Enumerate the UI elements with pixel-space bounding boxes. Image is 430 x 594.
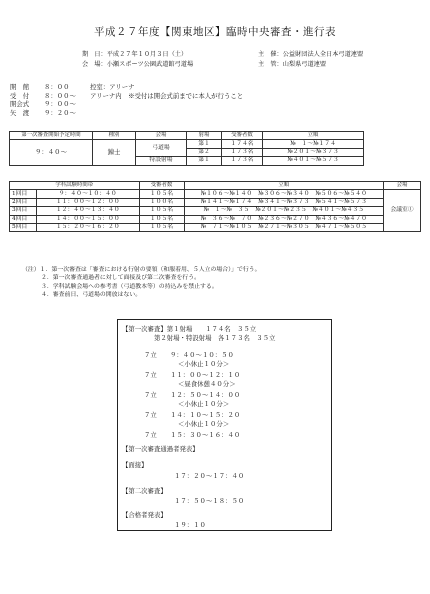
date-value: 平成２７年１０月３日（土） — [106, 51, 188, 58]
slot-time: ９：４０～１０：５０ — [170, 351, 234, 359]
venue-row — [82, 60, 193, 70]
date-row — [82, 50, 187, 60]
table-row: 第２ １７３名 №２０１～№３７３ — [10, 148, 364, 156]
slot-time: １４：１０～１５：２０ — [170, 411, 241, 419]
note-line: ４．審査前日、弓道場の開放はない。 — [41, 292, 142, 299]
table-row: 1回目 ９：４０～１０：４０ １０５名 №１０６～№１４０ №３０６～№３４０ №５０６～№５４０ 会議室① — [10, 190, 421, 198]
table-row: 5回目 １５：２０～１６：２０ １０５名 № ７１～№１０５ №２７１～№３０５ №４７１～№５０５ — [10, 223, 421, 231]
table-row: ９：４０～ 錬士 弓道場 第１ １７４名 № １～№１７４ — [10, 140, 364, 148]
slot-break: ＜小休止１０分＞ — [178, 420, 230, 428]
venue-value: 小瀬スポーツ公園武道館弓道場 — [106, 61, 194, 68]
written-exam-table — [9, 181, 421, 232]
first-exam-line2: 第２射場・特設射場 各１７３名 ３５立 — [154, 334, 276, 342]
result-time: １９：１０ — [174, 521, 206, 529]
slot-time: １１：００～１２：１０ — [170, 371, 241, 379]
notes — [22, 266, 261, 300]
slot-break: ＜小休止１０分＞ — [178, 360, 230, 368]
second-exam-label: 【第二次審査】 — [122, 487, 167, 495]
sponsor-value: 公益財団法人全日本弓道連盟 — [282, 51, 364, 58]
result-label: 【合格者発表】 — [122, 511, 167, 519]
sponsor-label: 主 催： — [258, 51, 283, 58]
slot-tachi: ７立 — [144, 411, 157, 419]
time-row: 開 館 ８：００ 控室：アリーナ — [10, 83, 135, 91]
table-row: 特設射場 第１ １７３名 №４０１～№５７３ — [10, 157, 364, 165]
slot-break: ＜昼食休憩４０分＞ — [178, 380, 236, 388]
sponsor-row — [258, 50, 363, 60]
venue-label: 会 場： — [82, 61, 107, 68]
table-header-row: 第一次審査開始予定時間 種別 会場 射場 受審者数 立順 — [10, 132, 364, 140]
interview-label: 【面接】 — [122, 461, 148, 469]
slot-tachi: ７立 — [144, 391, 157, 399]
date-label: 期 日： — [82, 51, 107, 58]
slot-tachi: ７立 — [144, 371, 157, 379]
slot-tachi: ７立 — [144, 431, 157, 439]
slot-time: １２：５０～１４：００ — [170, 391, 241, 399]
table-header-row: 学科試験時間帯 受審者数 立順 会場 — [10, 182, 421, 190]
time-row: 矢 渡 ９：２０～ — [10, 108, 76, 117]
note-line: ２．第一次審査通過者に対して面接及び第二次審査を行う。 — [41, 275, 201, 282]
host-row — [258, 60, 326, 70]
slot-break: ＜小休止１０分＞ — [178, 400, 230, 408]
host-label: 主 管： — [258, 61, 283, 68]
note-line: ３．学科試験会場への参考書（弓道教本等）の持込みを禁止する。 — [41, 283, 218, 290]
table-row: 2回目 １１：００～１２：００ １００名 №１４１～№１７４ №３４１～№３７３ №５４１～№５７３ — [10, 198, 421, 206]
table-row: 3回目 １２：４０～１３：４０ １０５名 № １～№ ３５ №２０１～№２３５ №４０１～№４３５ — [10, 207, 421, 215]
first-exam-table — [9, 131, 364, 166]
pass-announce-label: 【第一次審査通過者発表】 — [122, 445, 199, 453]
second-exam-time: １７：５０～１８：５０ — [174, 497, 245, 505]
table-row: 4回目 １４：００～１５：００ １０５名 № ３６～№ ７０ №２３６～№２７０ №４３６～№４７０ — [10, 215, 421, 223]
time-row: 受 付 ８：００～ アリーナ内 ※受付は開会式前までに本人が行うこと — [10, 91, 244, 100]
note-line: （注）１．第一次審査は「審査における行射の要領（和服着用、５人立の場合）」で行う。 — [22, 267, 261, 273]
host-value: 山梨県弓道連盟 — [282, 61, 327, 68]
times-list — [10, 83, 243, 117]
interview-time: １７：２０～１７：４０ — [174, 472, 245, 480]
slot-tachi: ７立 — [144, 351, 157, 359]
first-exam-line1: 【第一次審査】第１射場 １７４名 ３５立 — [122, 325, 257, 333]
page-title: 平成２７年度【関東地区】臨時中央審査・進行表 — [94, 26, 336, 38]
schedule-box — [117, 319, 332, 531]
slot-time: １５：３０～１６：４０ — [170, 431, 241, 439]
time-row: 開会式 ９：００～ — [10, 100, 76, 109]
